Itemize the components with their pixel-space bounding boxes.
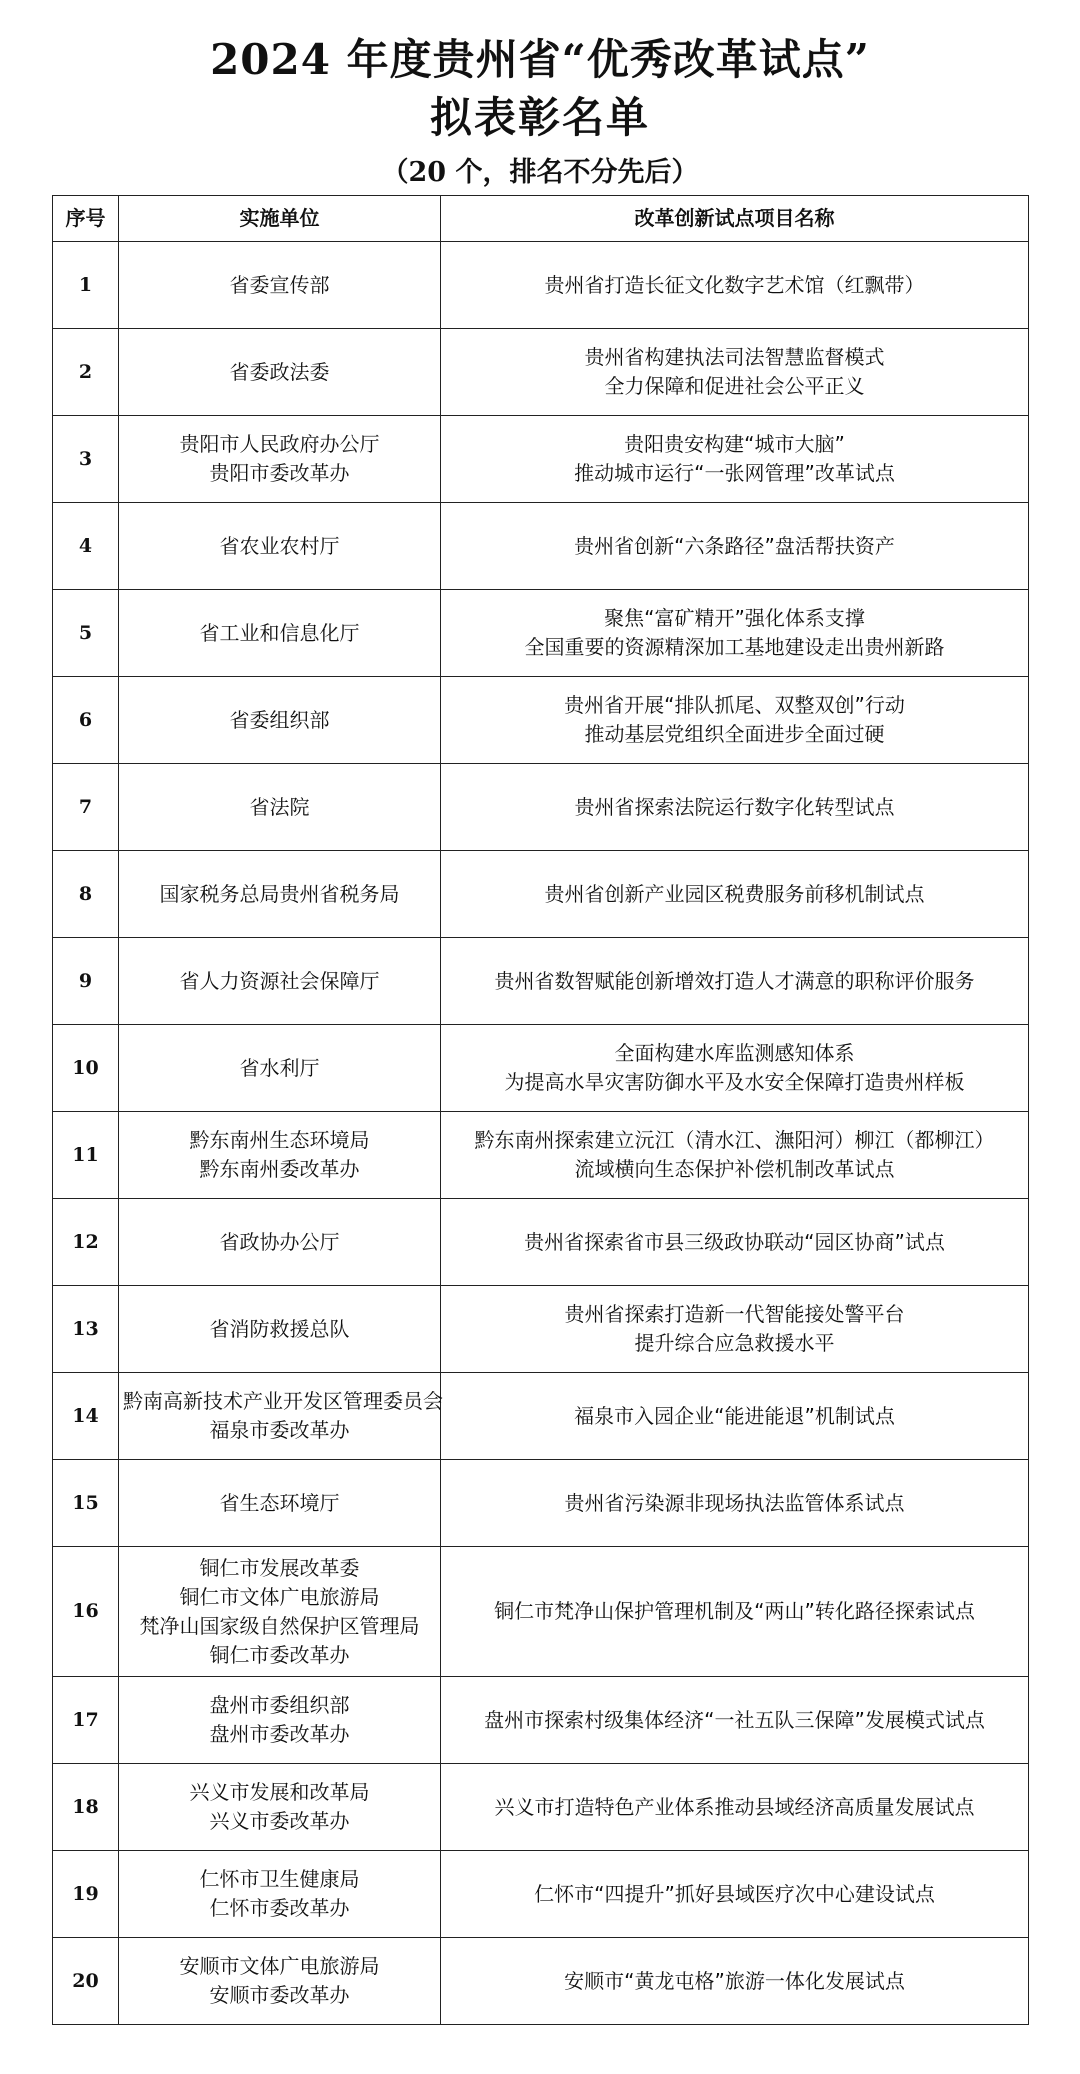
table-row (53, 1938, 1029, 2025)
unit-line: 兴义市委改革办 (209, 1809, 350, 1833)
project-line: 贵州省创新“六条路径”盘活帮扶资产 (574, 533, 895, 558)
row-index: 9 (53, 938, 119, 1025)
row-project (441, 1199, 1029, 1286)
header-project: 改革创新试点项目名称 (441, 196, 1029, 242)
row-index: 16 (53, 1547, 119, 1677)
table-row (53, 938, 1029, 1025)
unit-line: 省法院 (249, 794, 310, 819)
row-index: 15 (53, 1460, 119, 1547)
project-line: 仁怀市“四提升”抓好县域医疗次中心建设试点 (534, 1881, 935, 1906)
project-line: 为提高水旱灾害防御水平及水安全保障打造贵州样板 (504, 1070, 965, 1094)
unit-line: 铜仁市委改革办 (209, 1642, 350, 1667)
row-unit (119, 1112, 441, 1199)
table-row (53, 1112, 1029, 1199)
project-line: 全国重要的资源精深加工基地建设走出贵州新路 (524, 635, 945, 659)
table-row (53, 1460, 1029, 1547)
row-index: 17 (53, 1677, 119, 1764)
unit-line: 福泉市委改革办 (209, 1418, 350, 1442)
row-unit (119, 1547, 441, 1677)
unit-line: 安顺市委改革办 (209, 1983, 350, 2007)
unit-line: 黔南高新技术产业开发区管理委员会 (123, 1389, 443, 1413)
unit-line: 黔东南州委改革办 (199, 1157, 360, 1181)
row-unit (119, 503, 441, 590)
project-line: 推动城市运行“一张网管理”改革试点 (574, 461, 895, 485)
table-row (53, 677, 1029, 764)
row-unit (119, 1373, 441, 1460)
table-row (53, 851, 1029, 938)
row-unit (119, 1025, 441, 1112)
unit-line: 仁怀市卫生健康局 (199, 1867, 360, 1891)
row-index: 13 (53, 1286, 119, 1373)
project-line: 黔东南州探索建立沅江（清水江、潕阳河）柳江（都柳江） (474, 1128, 995, 1152)
row-unit (119, 851, 441, 938)
row-project (441, 851, 1029, 938)
row-project (441, 590, 1029, 677)
award-list-table (52, 195, 1029, 2025)
row-unit (119, 329, 441, 416)
row-project (441, 1938, 1029, 2025)
unit-line: 贵阳市人民政府办公厅 (179, 432, 380, 456)
row-unit (119, 1764, 441, 1851)
row-project (441, 1677, 1029, 1764)
row-unit (119, 242, 441, 329)
row-unit (119, 677, 441, 764)
unit-line: 省委组织部 (229, 707, 330, 732)
page-title-line1: 2024 年度贵州省“优秀改革试点” (210, 35, 870, 84)
table-row (53, 1286, 1029, 1373)
project-line: 贵州省开展“排队抓尾、双整双创”行动 (564, 693, 905, 717)
table-row (53, 416, 1029, 503)
row-unit (119, 1677, 441, 1764)
row-index: 14 (53, 1373, 119, 1460)
row-index: 1 (53, 242, 119, 329)
table-header-row (53, 196, 1029, 242)
row-unit (119, 938, 441, 1025)
row-project (441, 1547, 1029, 1677)
row-project (441, 1286, 1029, 1373)
project-line: 福泉市入园企业“能进能退”机制试点 (574, 1403, 895, 1428)
row-index: 7 (53, 764, 119, 851)
row-unit (119, 764, 441, 851)
row-index: 5 (53, 590, 119, 677)
project-line: 全面构建水库监测感知体系 (614, 1041, 855, 1065)
row-index: 18 (53, 1764, 119, 1851)
row-index: 6 (53, 677, 119, 764)
unit-line: 盘州市委组织部 (209, 1693, 350, 1717)
project-line: 流域横向生态保护补偿机制改革试点 (574, 1157, 895, 1181)
project-line: 盘州市探索村级集体经济“一社五队三保障”发展模式试点 (484, 1707, 985, 1732)
unit-line: 省消防救援总队 (209, 1316, 350, 1341)
header-index: 序号 (53, 196, 119, 242)
project-line: 全力保障和促进社会公平正义 (604, 374, 865, 398)
table-row (53, 1851, 1029, 1938)
table-row (53, 503, 1029, 590)
row-unit (119, 590, 441, 677)
page-subtitle: （20 个，排名不分先后） (381, 157, 699, 188)
row-unit (119, 1938, 441, 2025)
table-row (53, 1677, 1029, 1764)
project-line: 安顺市“黄龙屯格”旅游一体化发展试点 (564, 1968, 905, 1993)
unit-line: 梵净山国家级自然保护区管理局 (139, 1613, 420, 1638)
row-index: 12 (53, 1199, 119, 1286)
table-row (53, 1373, 1029, 1460)
row-project (441, 1112, 1029, 1199)
row-index: 10 (53, 1025, 119, 1112)
table-row (53, 1547, 1029, 1677)
unit-line: 省生态环境厅 (219, 1490, 340, 1515)
unit-line: 兴义市发展和改革局 (189, 1780, 370, 1804)
row-project (441, 416, 1029, 503)
project-line: 贵州省探索法院运行数字化转型试点 (574, 794, 895, 819)
row-project (441, 329, 1029, 416)
table-row (53, 764, 1029, 851)
unit-line: 省工业和信息化厅 (199, 620, 360, 645)
unit-line: 省委政法委 (229, 359, 330, 384)
project-line: 贵州省探索打造新一代智能接处警平台 (564, 1302, 905, 1326)
project-line: 贵州省探索省市县三级政协联动“园区协商”试点 (524, 1229, 945, 1254)
project-line: 贵州省数智赋能创新增效打造人才满意的职称评价服务 (494, 968, 975, 993)
row-unit (119, 1286, 441, 1373)
row-project (441, 242, 1029, 329)
project-line: 推动基层党组织全面进步全面过硬 (584, 722, 885, 746)
unit-line: 贵阳市委改革办 (209, 461, 350, 485)
row-project (441, 1373, 1029, 1460)
unit-line: 安顺市文体广电旅游局 (179, 1954, 380, 1978)
project-line: 贵阳贵安构建“城市大脑” (624, 432, 845, 456)
table-row (53, 1199, 1029, 1286)
project-line: 铜仁市梵净山保护管理机制及“两山”转化路径探索试点 (494, 1599, 975, 1623)
table-row (53, 1764, 1029, 1851)
unit-line: 黔东南州生态环境局 (189, 1128, 370, 1152)
unit-line: 省人力资源社会保障厅 (179, 968, 380, 993)
row-index: 3 (53, 416, 119, 503)
row-project (441, 1460, 1029, 1547)
page-title-line2: 拟表彰名单 (429, 93, 650, 142)
row-unit (119, 1460, 441, 1547)
project-line: 贵州省污染源非现场执法监管体系试点 (564, 1490, 905, 1515)
row-project (441, 1025, 1029, 1112)
unit-line: 省政协办公厅 (219, 1229, 340, 1254)
row-index: 4 (53, 503, 119, 590)
unit-line: 省委宣传部 (229, 272, 330, 297)
table-body (53, 242, 1029, 2025)
row-project (441, 503, 1029, 590)
row-project (441, 764, 1029, 851)
row-index: 2 (53, 329, 119, 416)
project-line: 聚焦“富矿精开”强化体系支撑 (604, 606, 865, 630)
row-index: 20 (53, 1938, 119, 2025)
unit-line: 盘州市委改革办 (209, 1722, 350, 1746)
project-line: 兴义市打造特色产业体系推动县域经济高质量发展试点 (494, 1794, 975, 1819)
row-index: 19 (53, 1851, 119, 1938)
row-project (441, 938, 1029, 1025)
unit-line: 省农业农村厅 (219, 533, 340, 558)
header-unit: 实施单位 (119, 196, 441, 242)
row-project (441, 677, 1029, 764)
project-line: 贵州省构建执法司法智慧监督模式 (584, 345, 885, 369)
row-unit (119, 416, 441, 503)
project-line: 贵州省打造长征文化数字艺术馆（红飘带） (544, 272, 925, 297)
table-row (53, 329, 1029, 416)
unit-line: 铜仁市文体广电旅游局 (179, 1584, 380, 1609)
unit-line: 仁怀市委改革办 (209, 1896, 350, 1920)
row-unit (119, 1851, 441, 1938)
project-line: 贵州省创新产业园区税费服务前移机制试点 (544, 881, 925, 906)
unit-line: 国家税务总局贵州省税务局 (159, 881, 400, 906)
table-row (53, 242, 1029, 329)
row-index: 11 (53, 1112, 119, 1199)
row-project (441, 1851, 1029, 1938)
table-row (53, 1025, 1029, 1112)
project-line: 提升综合应急救援水平 (634, 1331, 835, 1355)
unit-line: 省水利厅 (239, 1055, 320, 1080)
row-index: 8 (53, 851, 119, 938)
unit-line: 铜仁市发展改革委 (199, 1555, 360, 1580)
table-row (53, 590, 1029, 677)
row-unit (119, 1199, 441, 1286)
row-project (441, 1764, 1029, 1851)
